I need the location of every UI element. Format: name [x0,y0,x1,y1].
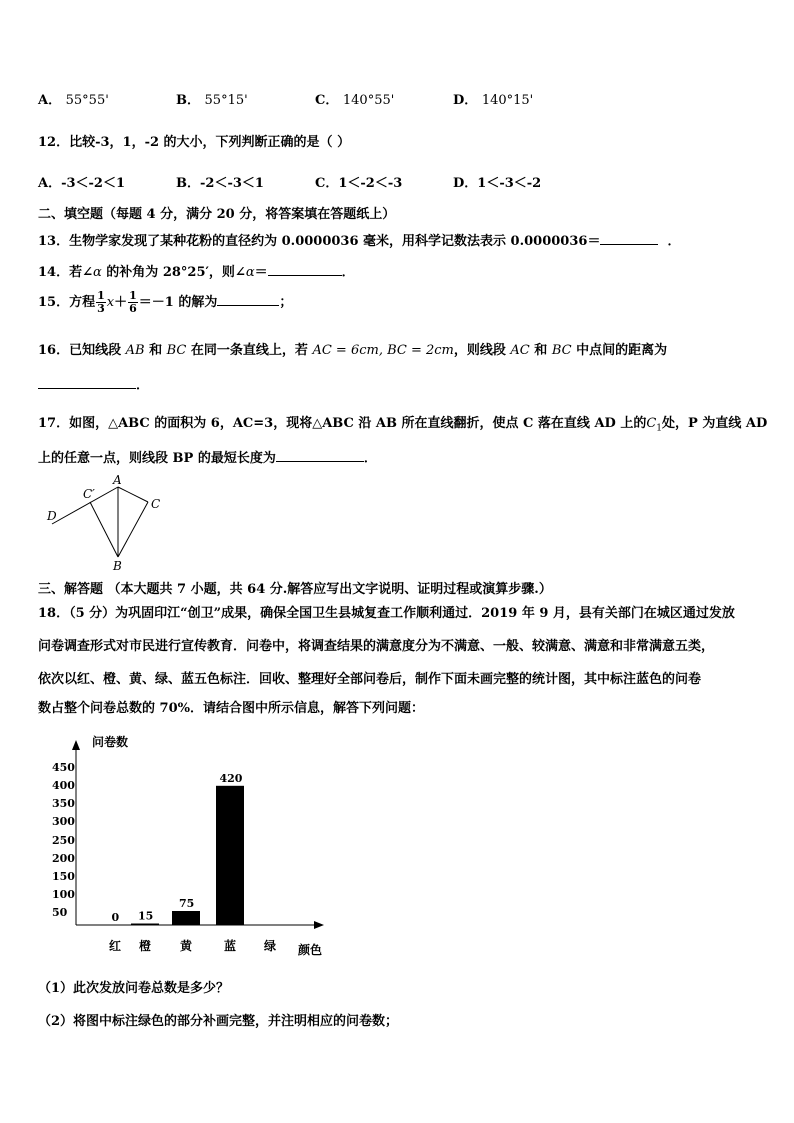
bar-2 [172,911,200,925]
label-a: A [113,473,122,487]
q15: 15．方程 $\frac{1}{3}$ x＋ $\frac{1}{6}$ ＝－1 的解为 ； [38,289,293,315]
q13: 13．生物学家发现了某种花粉的直径约为 0.0000036 毫米，用科学记数法表示 0.0000036＝ ． [38,234,681,249]
q16-answer-line: ． [38,374,149,393]
line-c1b [90,502,118,557]
q16-answer-blank[interactable] [38,376,136,389]
q15-fraction-2: $\frac{1}{6}$ [129,289,137,315]
data-label-0: 0 [111,911,120,924]
x-tick-label-1: 橙 [139,939,152,953]
x-axis-arrow [314,921,324,929]
q11-option-b: B． 55°15' [176,93,248,108]
q11-option-a: A． 55°55' [38,93,109,108]
x-tick-label-2: 黄 [180,939,193,953]
line-cb [118,502,148,557]
data-label-3: 420 [219,771,243,785]
label-c: C [151,497,161,511]
q15-fraction-1: $\frac{1}{3}$ [97,289,105,315]
y-axis-arrow [72,740,80,750]
y-tick-label-200: 200 [52,852,75,865]
y-tick-label-250: 250 [52,834,75,847]
q17-line2: 上的任意一点，则线段 BP 的最短长度为 ． [38,451,377,466]
bar-3 [216,786,244,925]
q12-option-c: C．1＜-2＜-3 [315,176,403,191]
y-tick-label-100: 100 [52,888,75,901]
q18-sub1: （1）此次发放问卷总数是多少？ [38,981,230,996]
y-axis-label: 问卷数 [92,735,129,749]
y-tick-label-50: 50 [52,906,68,919]
q14: 14．若∠α 的补角为 28°25′，则∠α＝ ． [38,265,355,280]
q17-line1: 17．如图，△ABC 的面积为 6，AC=3，现将△ABC 沿 AB 所在直线翻折，使点 C 落在直线 AD 上的$C_1$处，P 为直线 AD [38,416,768,434]
q14-answer-blank[interactable] [268,263,342,276]
q13-answer-blank[interactable] [600,232,658,245]
q12-option-a: A．-3＜-2＜1 [38,176,126,191]
q18-line4: 数占整个问卷总数的 70%．请结合图中所示信息，解答下列问题： [38,701,424,716]
q12-stem: 12．比较-3，1，-2 的大小，下列判断正确的是（ ） [38,135,351,150]
q18-sub2: （2）将图中标注绿色的部分补画完整，并注明相应的问卷数； [38,1014,399,1029]
section-fill-in-heading: 二、填空题（每题 4 分，满分 20 分，将答案填在答题纸上） [38,207,396,222]
section-solution-heading: 三、解答题 （本大题共 7 小题，共 64 分.解答应写出文字说明、证明过程或演算步骤.） [38,582,552,597]
x-tick-label-4: 绿 [264,939,277,953]
y-tick-label-400: 400 [52,779,75,792]
q12-option-d: D．1＜-3＜-2 [453,176,542,191]
label-c1: C′ [83,487,95,501]
q18-line2: 问卷调查形式对市民进行宣传教育．问卷中，将调查结果的满意度分为不满意、一般、较满意、满意和非常满意五类， [38,639,715,654]
y-tick-label-150: 150 [52,870,75,883]
line-ac [118,487,148,502]
label-d: D [47,509,57,523]
q16: 16．已知线段 AB 和 BC 在同一条直线上，若 AC = 6cm, BC = 2cm，则线段 AC 和 BC 中点间的距离为 [38,343,668,358]
q17-triangle-figure [40,472,180,574]
q12-option-b: B．-2＜-3＜1 [176,176,264,191]
q18-bar-chart [40,730,340,962]
q11-option-c: C． 140°55' [315,93,395,108]
q18-line3: 依次以红、橙、黄、绿、蓝五色标注．回收、整理好全部问卷后，制作下面未画完整的统计图，其中标注蓝色的问卷 [38,672,702,687]
y-tick-label-300: 300 [52,815,75,828]
y-tick-label-350: 350 [52,797,75,810]
data-label-2: 75 [179,897,195,910]
q11-option-d: D． 140°15' [453,93,534,108]
label-b: B [113,559,122,573]
q18-line1: 18．（5 分）为巩固印江“创卫”成果，确保全国卫生县城复查工作顺利通过．2019 年 9 月，县有关部门在城区通过发放 [38,606,735,621]
x-axis-label: 颜色 [298,943,323,957]
x-tick-label-3: 蓝 [224,939,237,953]
data-label-1: 15 [138,909,154,923]
y-tick-label-450: 450 [52,761,75,774]
q15-answer-blank[interactable] [217,293,279,306]
bar-1 [131,924,159,926]
x-tick-label-0: 红 [109,939,122,953]
q17-answer-blank[interactable] [276,449,364,462]
